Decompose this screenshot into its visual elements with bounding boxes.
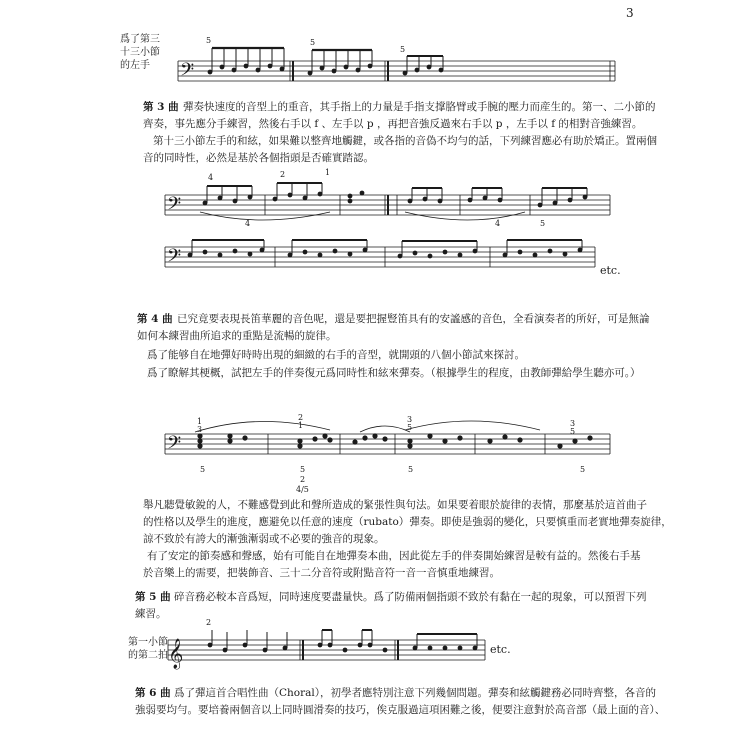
sec6-heading: 第 6 曲 xyxy=(135,687,171,699)
sec3-etc: etc. xyxy=(600,264,621,277)
svg-text:4: 4 xyxy=(495,219,501,228)
sec4-para-4-cont2: 諒不致於有誇大的漸強漸弱或不必要的強音的現象。 xyxy=(143,533,385,545)
sec4-para-1-cont: 如何本練習曲所追求的重點是流暢的旋律。 xyxy=(137,330,337,342)
sec3-side-label-line: 爲了第三 xyxy=(120,34,160,45)
bass-clef-icon: 𝄢 xyxy=(180,60,195,85)
sec3-para-1-cont: 齊奏，事先應分手練習，然後右手以 f 、左手以 p ，再把音強反過來右手以 p ，左手以 f 的相對音強練習。 xyxy=(143,118,643,130)
treble-clef-icon: 𝄞 xyxy=(168,639,184,669)
svg-text:5: 5 xyxy=(407,423,413,432)
svg-text:2: 2 xyxy=(298,413,304,422)
sec3-heading: 第 3 曲 xyxy=(143,101,179,113)
bass-clef-icon: 𝄢 xyxy=(167,246,182,271)
svg-text:3: 3 xyxy=(407,415,413,424)
svg-text:2: 2 xyxy=(206,618,212,627)
sec4-heading: 第 4 曲 xyxy=(137,313,173,325)
sec4-para-5: 有了安定的節奏感和聲感，始有可能自在地彈奏本曲，因此從左手的伴奏開始練習是較有益的。然後右手基 xyxy=(147,550,641,562)
sec6-para-1-cont: 強弱要均勻。要培養兩個音以上同時圓滑奏的技巧，俟克服過這項困難之後，便要注意對於高音部（最上面的音）、 xyxy=(135,704,666,716)
svg-text:3: 3 xyxy=(570,419,576,428)
sec3-side-label-line: 的左手 xyxy=(120,60,150,71)
svg-text:2: 2 xyxy=(300,475,306,484)
bass-clef-icon: 𝄢 xyxy=(167,433,182,458)
svg-text:2: 2 xyxy=(280,170,286,179)
svg-text:4/5: 4/5 xyxy=(296,485,309,494)
svg-text:5: 5 xyxy=(580,465,586,474)
sec4-para-1: 已究竟要表現長笛華麗的音色呢，還是要把握豎笛具有的安謐感的音色，全看演奏者的所好，可是無論 xyxy=(177,313,650,325)
sec3-para-2: 第十三小節左手的和絃，如果難以整齊地觸鍵，或各指的音偽不均勻的話，下列練習應必有助於矯正。置兩個 xyxy=(153,135,657,147)
sec5-para-1: 碎音務必較本音爲短，同時速度要盡量快。爲了防備兩個指頭不致於有黏在一起的現象，可以預習下列 xyxy=(174,591,647,603)
svg-text:5: 5 xyxy=(540,219,546,228)
sec4-para-5-cont: 於音樂上的需要，把裝飾音、三十二分音符或附點音符一音一音慎重地練習。 xyxy=(143,567,500,579)
svg-text:4: 4 xyxy=(208,173,214,182)
svg-text:5: 5 xyxy=(300,465,306,474)
sec5-heading: 第 5 曲 xyxy=(135,591,171,603)
sec5-side-label-line: 的第二拍 xyxy=(128,650,168,661)
sec4-para-3: 爲了瞭解其梗概，試把左手的伴奏復元爲同時性和絃來彈奏。（根據學生的程度，由教師彈給學生聽亦可。） xyxy=(147,367,641,379)
page-number: 3 xyxy=(626,6,634,20)
bass-clef-icon: 𝄢 xyxy=(167,194,182,219)
sec5-para-1-cont: 練習。 xyxy=(135,608,167,620)
svg-text:5: 5 xyxy=(408,465,414,474)
sec5-etc: etc. xyxy=(490,643,511,656)
svg-text:4: 4 xyxy=(245,219,251,228)
sec3-para-1: 彈奏快速度的音型上的重音，其手指上的力量是手指支撑胳臂或手腕的壓力而産生的。第一、二小節的 xyxy=(183,101,656,113)
sec5-side-label-line: 第一小節 xyxy=(128,637,168,648)
svg-text:1: 1 xyxy=(325,168,331,177)
svg-text:5: 5 xyxy=(570,427,576,436)
svg-text:5: 5 xyxy=(310,38,316,47)
svg-text:5: 5 xyxy=(400,45,406,54)
sec4-para-2: 爲了能够自在地彈好時時出現的細緻的右手的音型，就開頭的八個小節試來探討。 xyxy=(147,349,525,361)
svg-text:5: 5 xyxy=(200,465,206,474)
svg-text:1: 1 xyxy=(197,417,203,426)
sec4-para-4: 舉凡聽覺敏銳的人，不難感覺到此和聲所造成的緊張性與句法。如果要着眼於旋律的表情，那麼基於這首曲子 xyxy=(143,499,647,511)
sec3-para-2-cont: 音的同時性，必然是基於各個指頭是否確實踏認。 xyxy=(143,152,374,164)
sec6-para-1: 爲了彈這首合唱性曲（Choral），初學者應特別注意下列幾個問題。彈奏和絃觸鍵務必同時齊整，各音的 xyxy=(174,687,657,699)
svg-text:3: 3 xyxy=(197,425,203,434)
svg-text:5: 5 xyxy=(206,36,212,45)
svg-text:1: 1 xyxy=(298,421,304,430)
sec3-side-label-line: 十三小節 xyxy=(120,47,160,58)
sec4-para-4-cont: 的性格以及學生的進度，應避免以任意的速度（rubato）彈奏。即使是強弱的變化，只要慎重而老實地彈奏旋律， xyxy=(143,516,672,528)
